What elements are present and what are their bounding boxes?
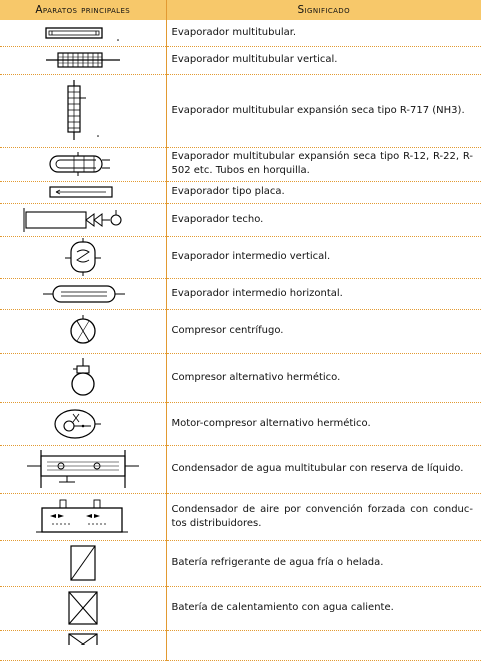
meaning-cell: Motor-compresor alternativo hermético.: [166, 402, 481, 445]
symbol-cell: [0, 236, 166, 278]
vertical-intermediate-evaporator-icon: [53, 238, 113, 276]
hairpin-tube-evaporator-icon: [38, 150, 128, 178]
symbol-cell: [0, 493, 166, 540]
meaning-cell: Condensador de agua multitubular con reserva de líquido.: [166, 445, 481, 493]
horizontal-intermediate-evaporator-icon: [33, 283, 133, 305]
table-header-row: [0, 0, 481, 20]
meaning-cell: Evaporador tipo placa.: [166, 181, 481, 203]
table-row: [0, 309, 481, 353]
meaning-cell: Evaporador intermedio horizontal.: [166, 278, 481, 309]
symbol-cell: [0, 630, 166, 660]
hot-water-heating-coil-icon: [63, 588, 103, 628]
table-row: [0, 353, 481, 402]
table-row: [0, 540, 481, 586]
table-row: [0, 74, 481, 147]
chilled-water-coil-icon: [63, 542, 103, 584]
plate-evaporator-icon: [38, 184, 128, 200]
table-row: [0, 402, 481, 445]
table-row: [0, 493, 481, 540]
symbol-cell: [0, 353, 166, 402]
header-main-equipment: Aparatos principales: [0, 0, 166, 20]
table-row: [0, 278, 481, 309]
table-row: [0, 147, 481, 181]
symbol-cell: [0, 278, 166, 309]
symbol-cell: [0, 20, 166, 46]
table-row: [0, 20, 481, 46]
symbol-cell: [0, 445, 166, 493]
symbol-cell: [0, 74, 166, 147]
table-row: [0, 46, 481, 74]
ceiling-evaporator-icon: [18, 206, 148, 234]
table-row: [0, 630, 481, 660]
forced-air-condenser-icon: [28, 496, 138, 538]
table-row: [0, 181, 481, 203]
table-row: [0, 203, 481, 236]
symbol-cell: [0, 402, 166, 445]
meaning-cell: [166, 630, 481, 660]
table-row: [0, 586, 481, 630]
meaning-cell: Batería refrigerante de agua fría o helada.: [166, 540, 481, 586]
symbol-cell: [0, 203, 166, 236]
multitubular-evaporator-icon: [38, 23, 128, 43]
table-row: [0, 445, 481, 493]
hermetic-motor-compressor-icon: [43, 404, 123, 444]
meaning-cell: Evaporador multitubular expansión seca tipo R-12, R-22, R-502 etc. Tubos en horquilla.: [166, 147, 481, 181]
table-row: [0, 236, 481, 278]
symbol-cell: [0, 309, 166, 353]
centrifugal-compressor-icon: [63, 314, 103, 348]
meaning-cell: Condensador de aire por convención forzada con conduc-tos distribuidores.: [166, 493, 481, 540]
symbol-cell: [0, 46, 166, 74]
vertical-multitubular-evaporator-icon: [38, 49, 128, 71]
meaning-cell: Compresor alternativo hermético.: [166, 353, 481, 402]
meaning-cell: Evaporador intermedio vertical.: [166, 236, 481, 278]
meaning-cell: Evaporador multitubular.: [166, 20, 481, 46]
meaning-cell: Evaporador multitubular expansión seca tipo R-717 (NH3).: [166, 74, 481, 147]
water-condenser-with-receiver-icon: [13, 448, 153, 490]
dry-expansion-evaporator-r717-icon: [58, 78, 108, 144]
symbol-cell: [0, 540, 166, 586]
cut-off-coil-icon: [63, 631, 103, 645]
meaning-cell: Compresor centrífugo.: [166, 309, 481, 353]
hermetic-reciprocating-compressor-icon: [63, 356, 103, 400]
meaning-cell: Batería de calentamiento con agua caliente.: [166, 586, 481, 630]
meaning-cell: Evaporador techo.: [166, 203, 481, 236]
symbol-cell: [0, 181, 166, 203]
header-meaning: Significado: [166, 0, 481, 20]
symbol-cell: [0, 147, 166, 181]
symbol-cell: [0, 586, 166, 630]
meaning-cell: Evaporador multitubular vertical.: [166, 46, 481, 74]
